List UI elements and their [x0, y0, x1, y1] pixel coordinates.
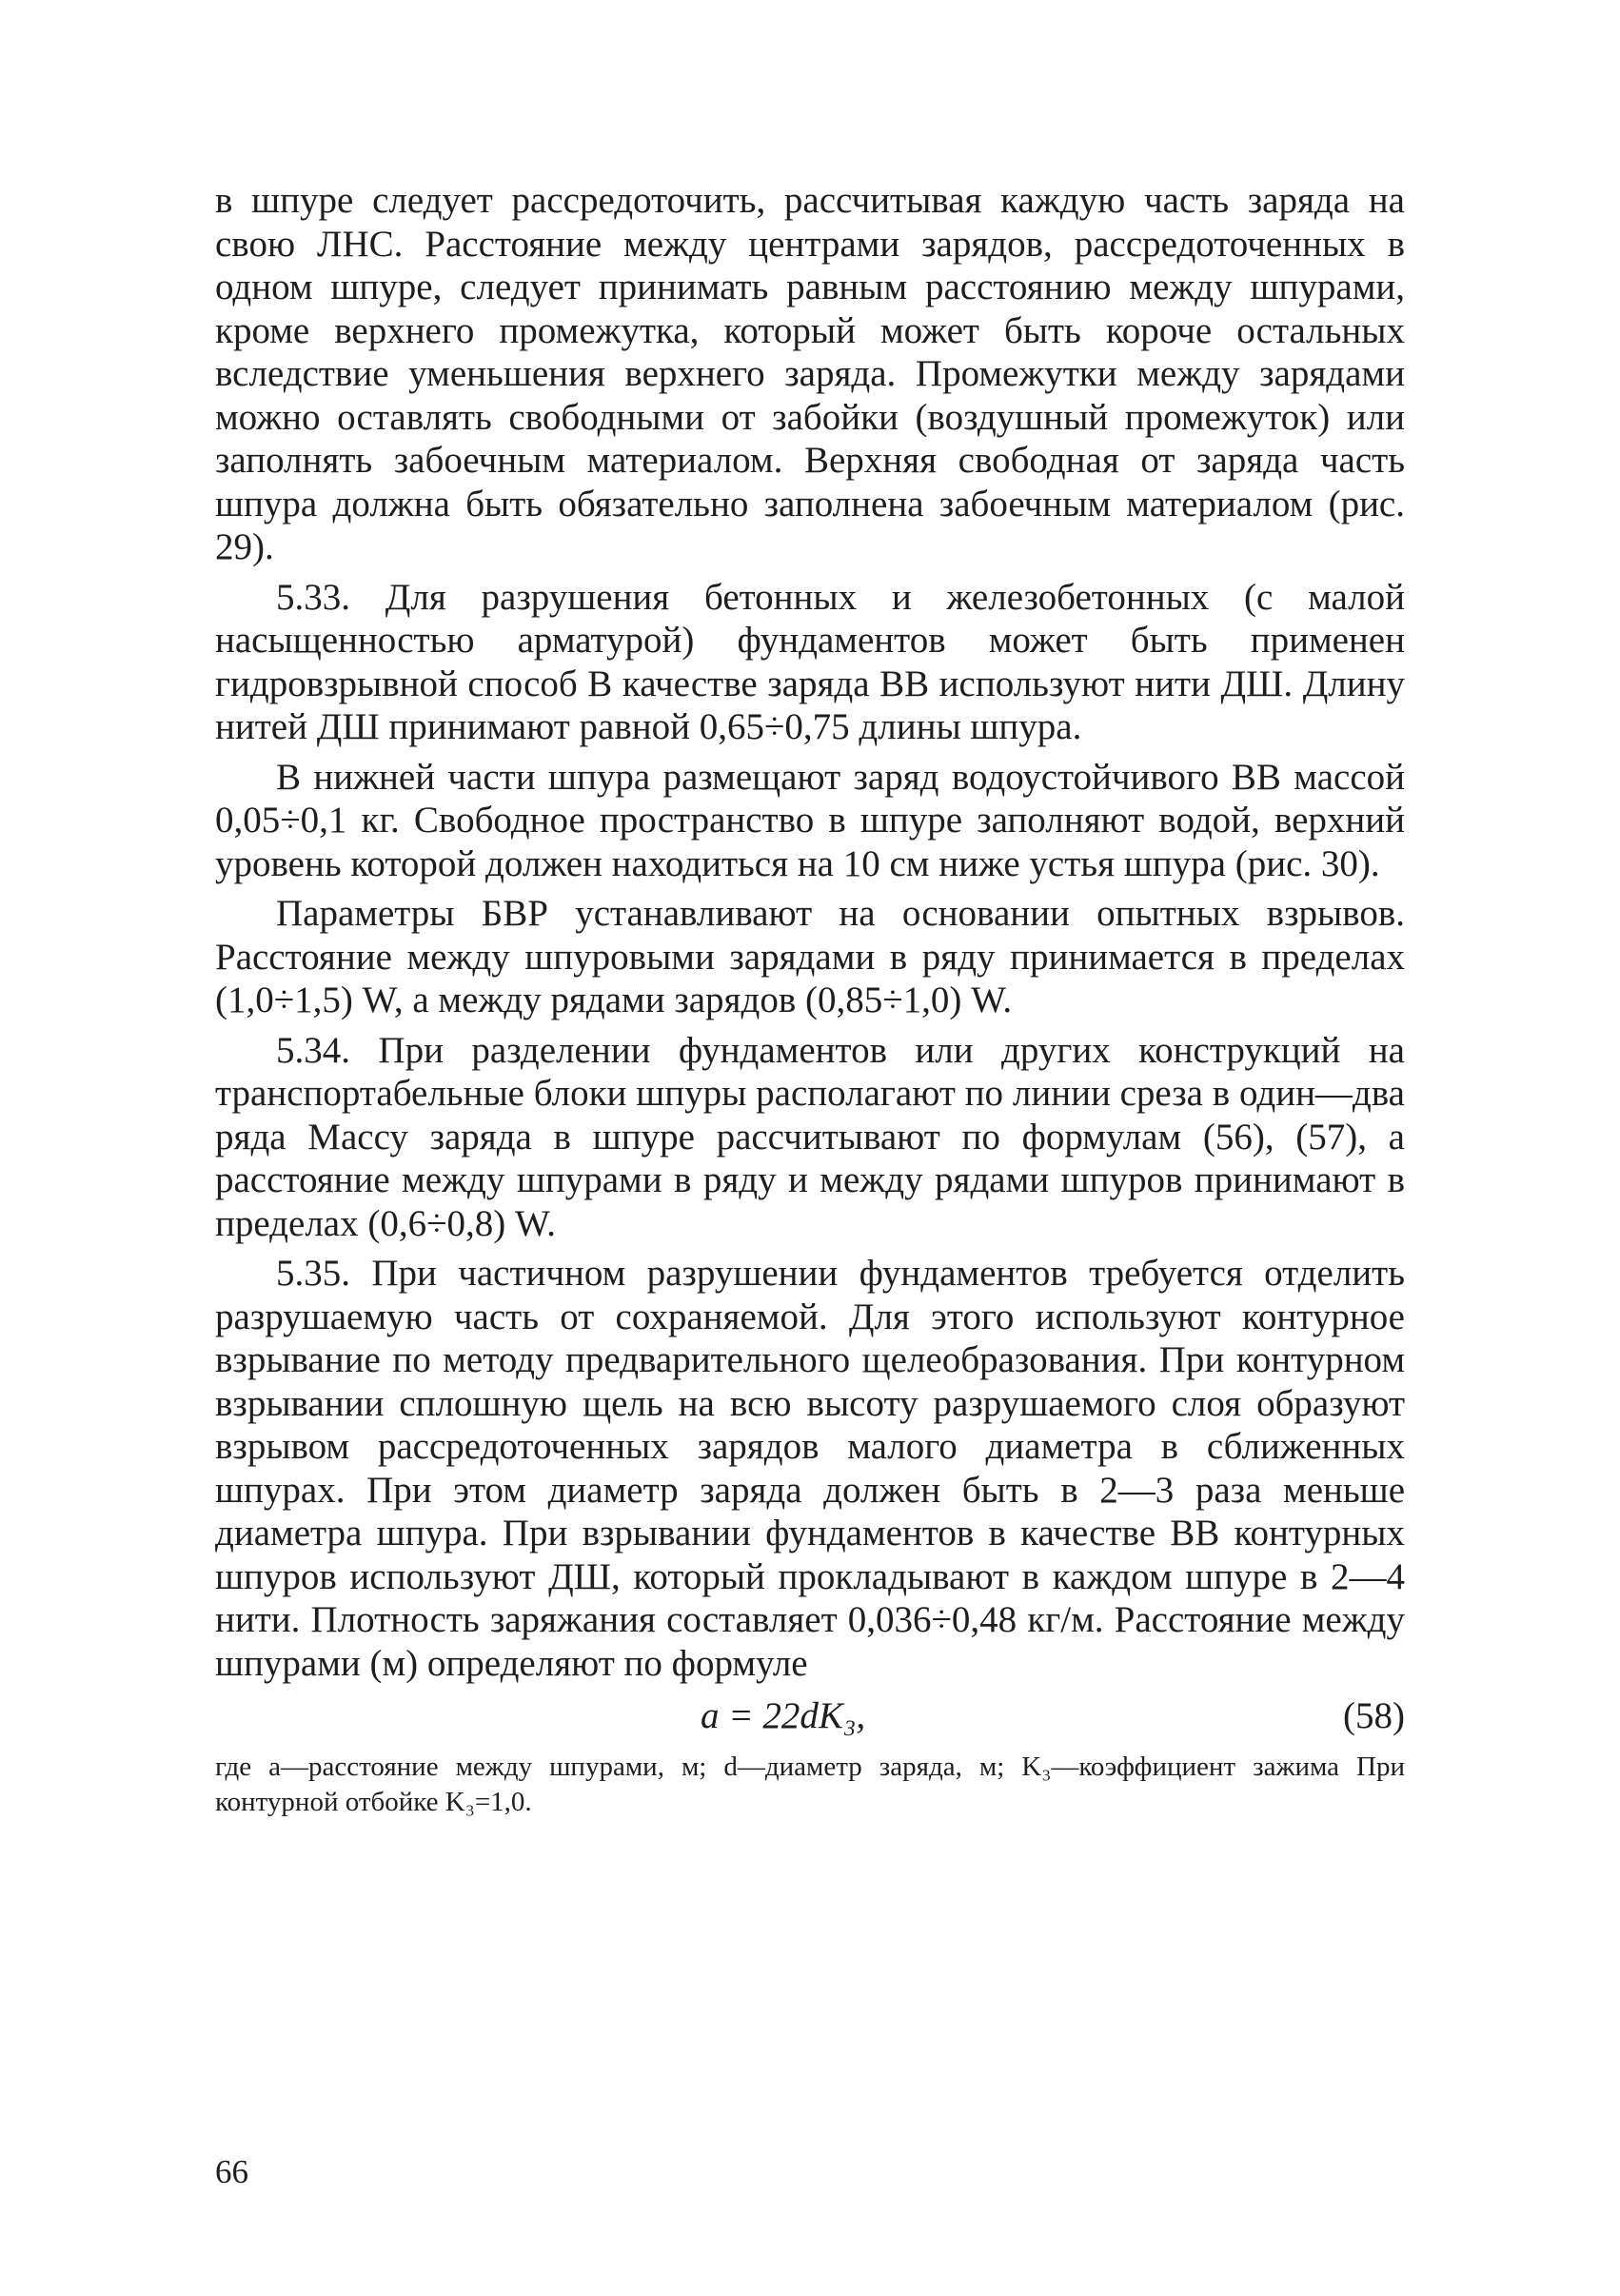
paragraph: 5.33. Для разрушения бетонных и железобетонных (с малой насыщенностью арматурой) фундаментов может быть применен гидровзрывной способ В качестве заряда ВВ используют нити ДШ. Длину нитей ДШ принимают равной 0,65÷0,75 длины шпура.: [215, 576, 1405, 747]
paragraph: в шпуре следует рассредоточить, рассчитывая каждую часть заряда на свою ЛНС. Расстояние между центрами зарядов, рассредоточенных в одном шпуре, следует принимать равным расстоянию между шпурами, кроме верхнего промежутка, который может быть короче остальных вследствие уменьшения верхнего заряда. Промежутки между зарядами можно оставлять свободными от забойки (воздушный промежуток) или заполнять забоечным материалом. Верхняя свободная от заряда часть шпура должна быть обязательно заполнена забоечным материалом (рис. 29).: [215, 180, 1405, 567]
footnote: где a—расстояние между шпурами, м; d—диаметр заряда, м; K₃—коэффициент зажима При контурной отбойке K₃=1,0.: [215, 1752, 1405, 1817]
formula-number: (58): [1343, 1695, 1405, 1736]
paragraph: 5.34. При разделении фундаментов или других конструкций на транспортабельные блоки шпуры располагают по линии среза в один—два ряда Массу заряда в шпуре рассчитывают по формулам (56), (57), а расстояние между шпурами в ряду и между рядами шпуров принимают в пределах (0,6÷0,8) W.: [215, 1029, 1405, 1244]
formula-line: [215, 1692, 1405, 1744]
body-text: [215, 179, 1405, 1848]
paragraph: 5.35. При частичном разрушении фундаментов требуется отделить разрушаемую часть от сохраняемой. Для этого используют контурное взрывание по методу предварительного щелеобразования. При контурном взрывании сплошную щель на всю высоту разрушаемого слоя образуют взрывом рассредоточенных зарядов малого диаметра в сближенных шпурах. При этом диаметр заряда должен быть в 2—3 раза меньше диаметра шпура. При взрывании фундаментов в качестве ВВ контурных шпуров используют ДШ, который прокладывают в каждом шпуре в 2—4 нити. Плотность заряжания составляет 0,036÷0,48 кг/м. Расстояние между шпурами (м) определяют по формуле: [215, 1253, 1405, 1684]
formula: a = 22dK₃,: [701, 1695, 866, 1736]
paragraph: В нижней части шпура размещают заряд водоустойчивого ВВ массой 0,05÷0,1 кг. Свободное пространство в шпуре заполняют водой, верхний уровень которой должен находиться на 10 см ниже устья шпура (рис. 30).: [215, 756, 1405, 884]
page-number: 66: [215, 2153, 248, 2190]
paragraph: Параметры БВР устанавливают на основании опытных взрывов. Расстояние между шпуровыми зарядами в ряду принимается в пределах (1,0÷1,5) W, а между рядами зарядов (0,85÷1,0) W.: [215, 893, 1405, 1020]
